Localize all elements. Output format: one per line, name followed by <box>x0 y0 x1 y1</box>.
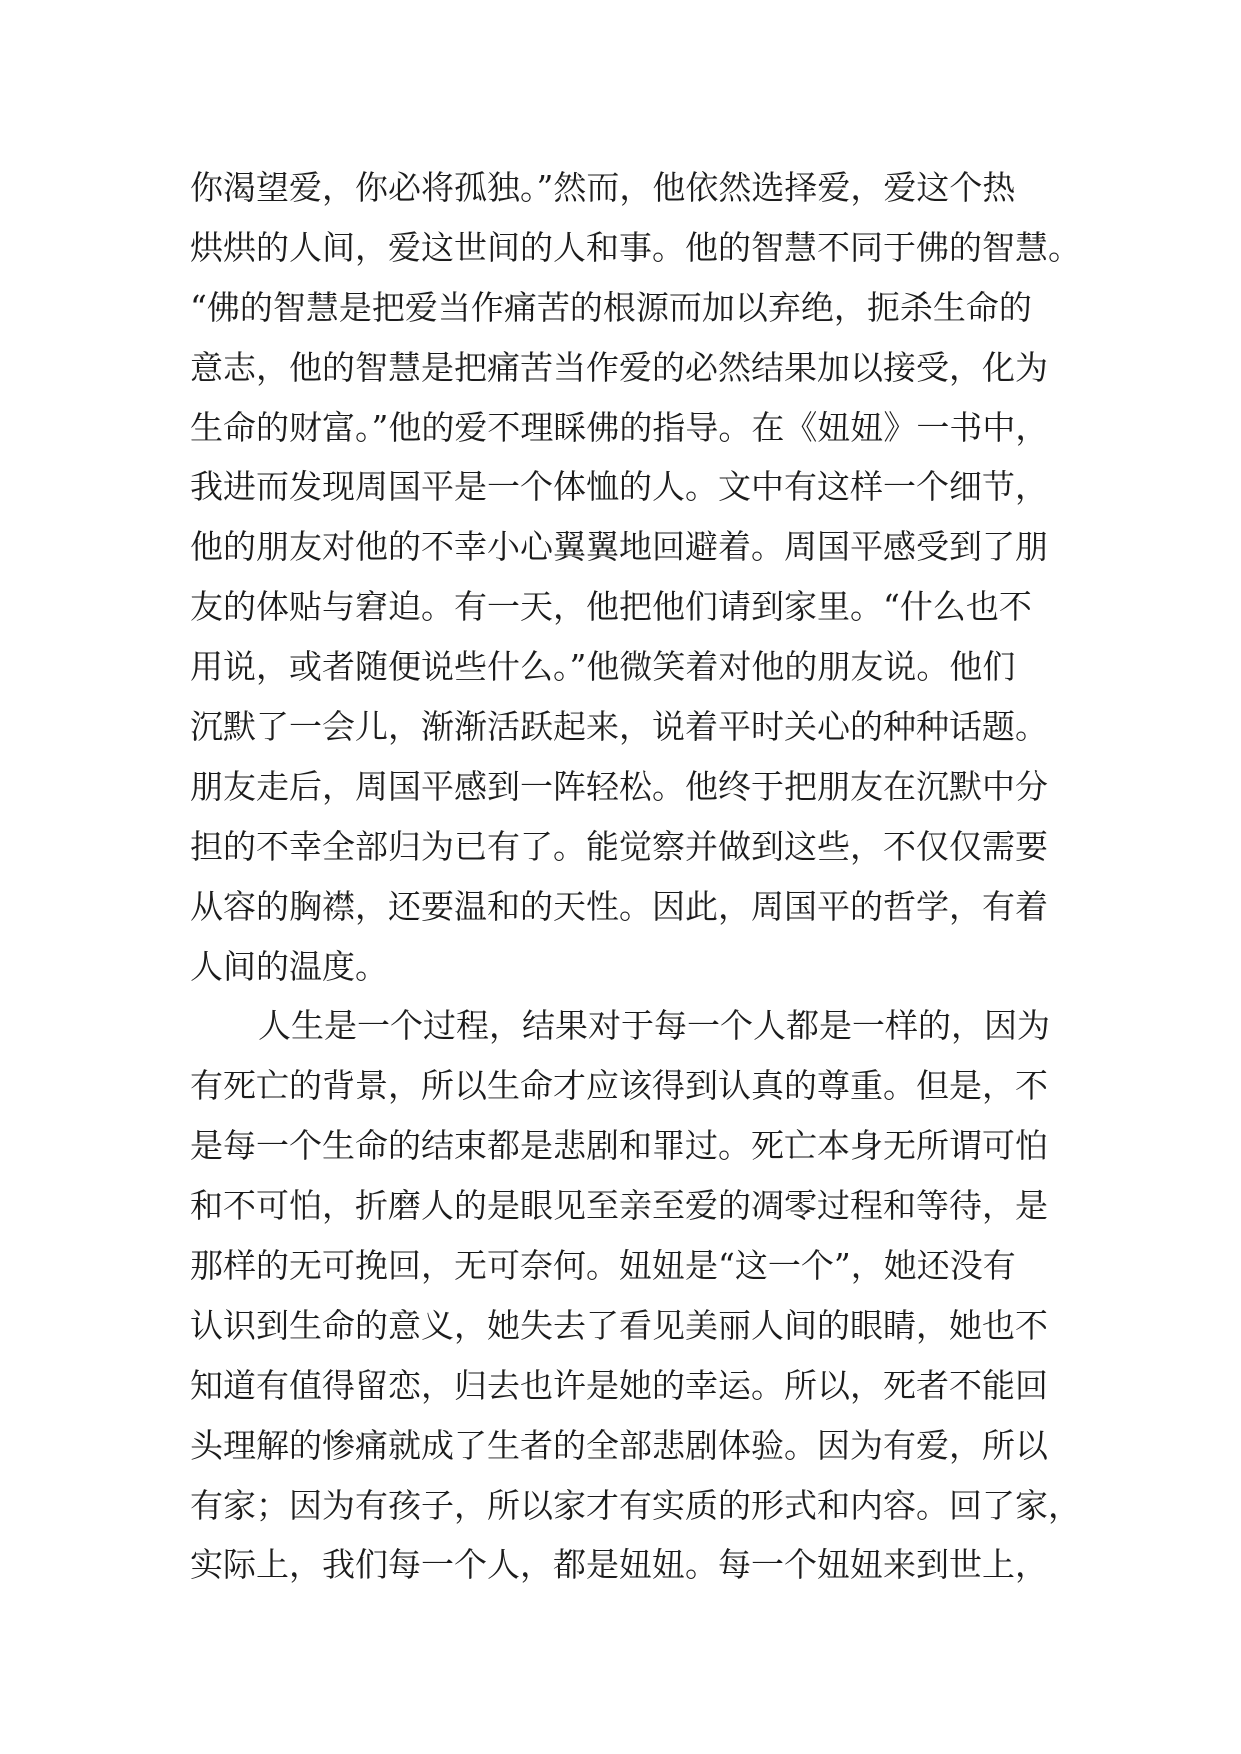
text-line: 和不可怕，折磨人的是眼见至亲至爱的凋零过程和等待，是 <box>190 1186 1048 1226</box>
text-line: 有家；因为有孩子，所以家才有实质的形式和内容。回了家， <box>190 1485 1081 1525</box>
text-line: 认识到生命的意义，她失去了看见美丽人间的眼睛，她也不 <box>190 1305 1048 1345</box>
text-line: 我进而发现周国平是一个体恤的人。文中有这样一个细节， <box>190 467 1048 507</box>
text-line: 用说，或者随便说些什么。”他微笑着对他的朋友说。他们 <box>190 647 1016 687</box>
text-line: 那样的无可挽回，无可奈何。妞妞是“这一个”，她还没有 <box>190 1246 1016 1286</box>
text-line: 知道有值得留恋，归去也许是她的幸运。所以，死者不能回 <box>190 1365 1048 1405</box>
text-line: 意志，他的智慧是把痛苦当作爱的必然结果加以接受，化为 <box>190 347 1048 387</box>
text-line: 你渴望爱，你必将孤独。”然而，他依然选择爱，爱这个热 <box>190 168 1016 207</box>
text-line: 沉默了一会儿，渐渐活跃起来，说着平时关心的种种话题。 <box>190 707 1048 747</box>
text-line: 人间的温度。 <box>190 946 388 986</box>
text-line: 烘烘的人间，爱这世间的人和事。他的智慧不同于佛的智慧。 <box>190 227 1081 267</box>
paragraph-first-line: 人生是一个过程，结果对于每一个人都是一样的，因为 <box>258 1006 1050 1046</box>
text-line: 担的不幸全部归为已有了。能觉察并做到这些，不仅仅需要 <box>190 826 1048 866</box>
text-line: 从容的胸襟，还要温和的天性。因此，周国平的哲学，有着 <box>190 886 1048 926</box>
text-line: 实际上，我们每一个人，都是妞妞。每一个妞妞来到世上， <box>190 1545 1048 1585</box>
text-line: 有死亡的背景，所以生命才应该得到认真的尊重。但是，不 <box>190 1066 1048 1106</box>
body-text <box>190 158 1081 1595</box>
text-line: 友的体贴与窘迫。有一天，他把他们请到家里。“什么也不 <box>190 587 1032 627</box>
text-line: 他的朋友对他的不幸小心翼翼地回避着。周国平感受到了朋 <box>190 527 1048 567</box>
text-line: 朋友走后，周国平感到一阵轻松。他终于把朋友在沉默中分 <box>190 766 1048 806</box>
text-line: 生命的财富。”他的爱不理睬佛的指导。在《妞妞》一书中， <box>190 407 1049 447</box>
text-line: “佛的智慧是把爱当作痛苦的根源而加以弃绝，扼杀生命的 <box>190 287 1032 327</box>
text-line: 是每一个生命的结束都是悲剧和罪过。死亡本身无所谓可怕 <box>190 1126 1048 1166</box>
text-line: 头理解的惨痛就成了生者的全部悲剧体验。因为有爱，所以 <box>190 1425 1048 1465</box>
